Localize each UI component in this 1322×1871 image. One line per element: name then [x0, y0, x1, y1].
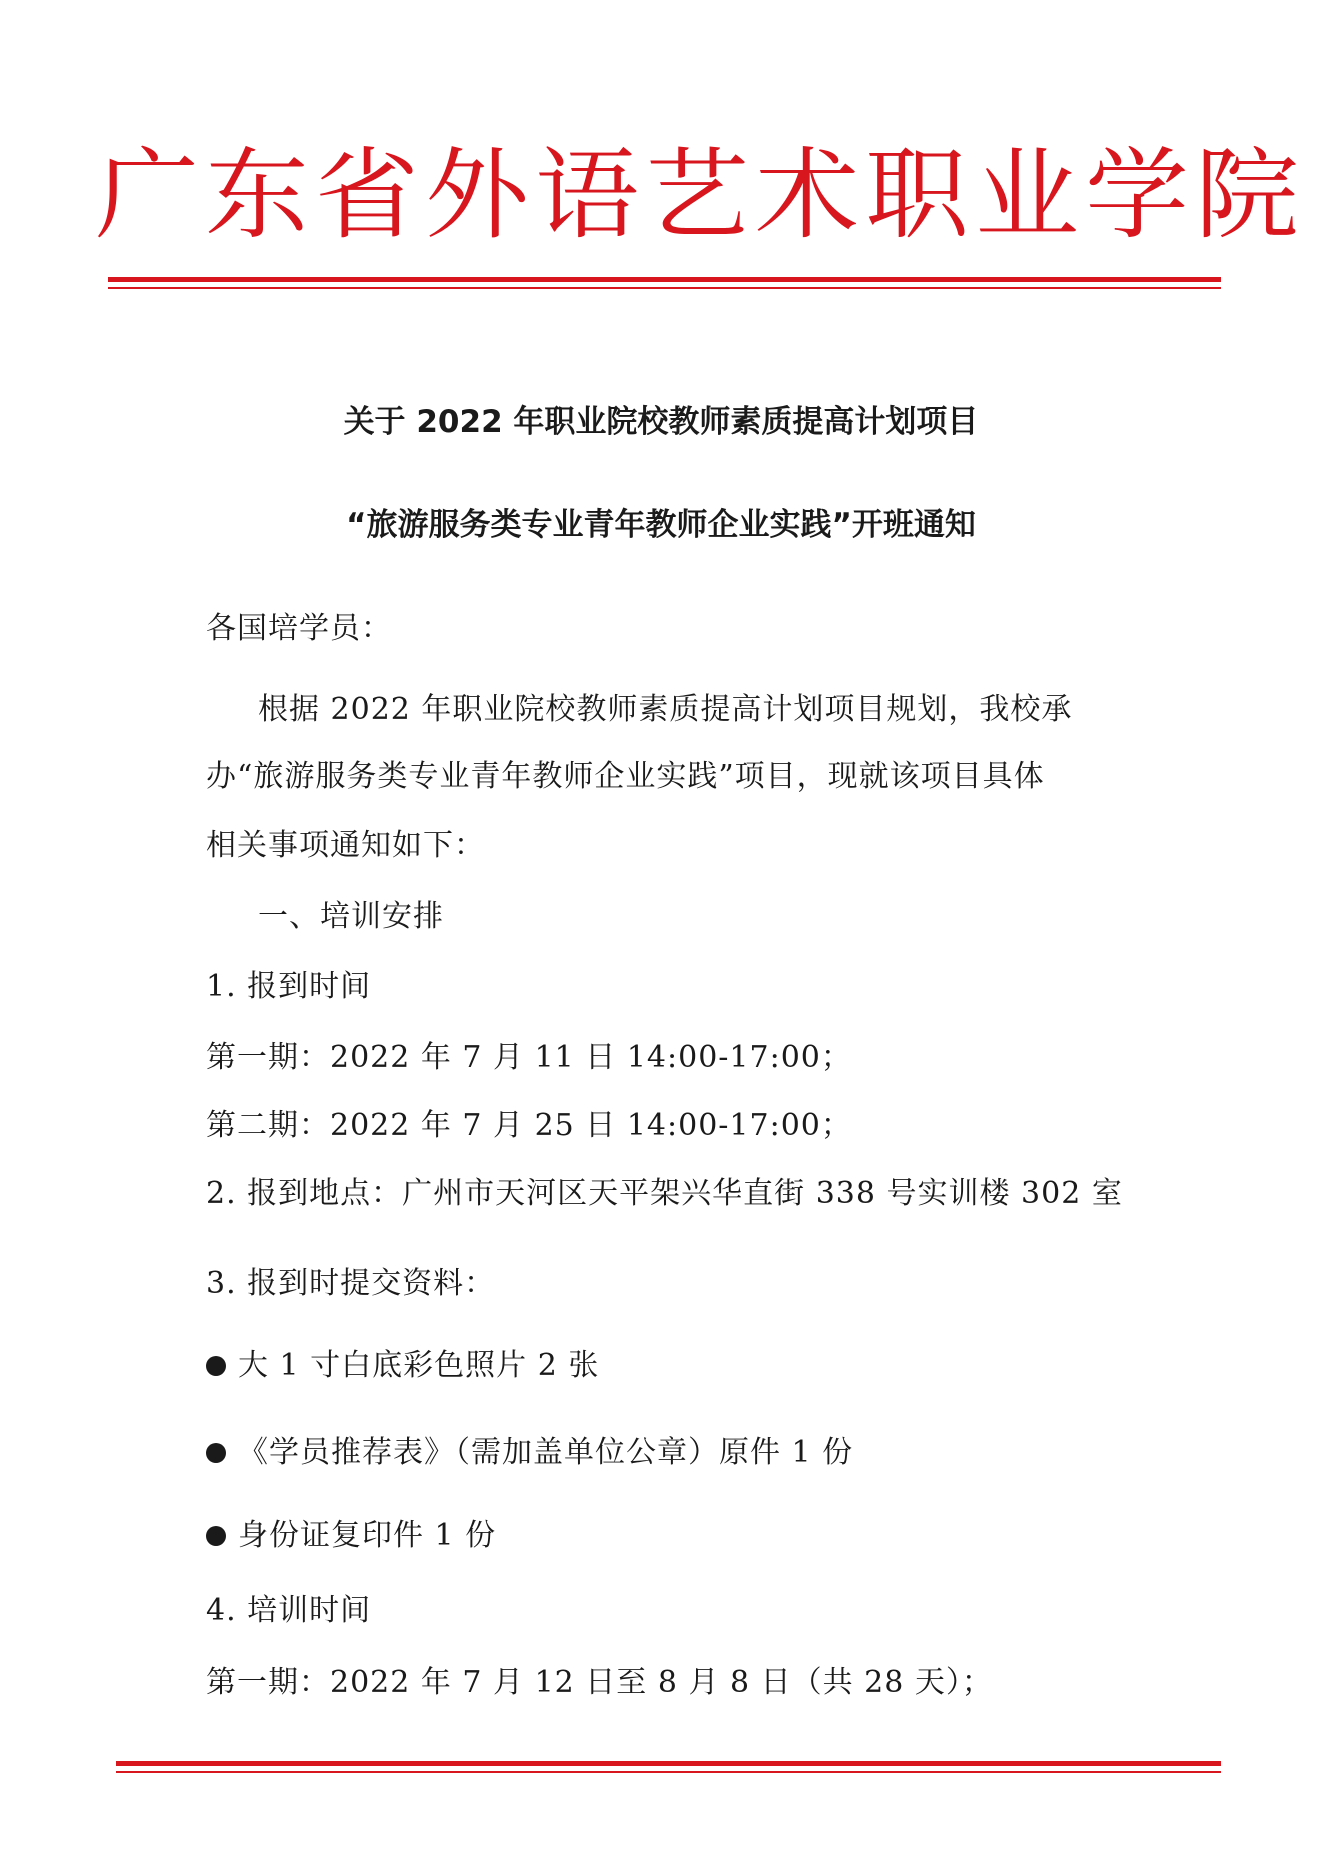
bullet-icon	[206, 1443, 226, 1463]
item-heading-training-time: 4. 培训时间	[206, 1593, 372, 1628]
registration-time-period-1: 第一期：2022 年 7 月 11 日 14:00-17:00；	[206, 1040, 852, 1075]
intro-paragraph-line-2: 办“旅游服务类专业青年教师企业实践”项目，现就该项目具体	[206, 759, 1045, 794]
registration-time-period-2: 第二期：2022 年 7 月 25 日 14:00-17:00；	[206, 1108, 852, 1143]
item-heading-registration-time: 1. 报到时间	[206, 969, 372, 1004]
material-item: 《学员推荐表》（需加盖单位公章）原件 1 份	[238, 1435, 854, 1470]
letterhead-rule-thick	[108, 277, 1221, 282]
section-heading-training-arrangement: 一、培训安排	[258, 899, 444, 934]
footer-rule-thick	[116, 1761, 1221, 1766]
registration-location: 2. 报到地点：广州市天河区天平架兴华直街 338 号实训楼 302 室	[206, 1176, 1123, 1211]
material-item: 身份证复印件 1 份	[238, 1518, 497, 1553]
intro-paragraph-line-3: 相关事项通知如下：	[206, 828, 485, 863]
training-time-period-1: 第一期：2022 年 7 月 12 日至 8 月 8 日（共 28 天）；	[206, 1665, 993, 1700]
salutation: 各国培学员：	[206, 611, 392, 646]
letterhead-rule-thin	[108, 287, 1221, 289]
bullet-icon	[206, 1526, 226, 1546]
notice-title-line-2: “旅游服务类专业青年教师企业实践”开班通知	[346, 507, 976, 543]
notice-title-line-1: 关于 2022 年职业院校教师素质提高计划项目	[343, 404, 979, 440]
bullet-icon	[206, 1356, 226, 1376]
footer-rule-thin	[116, 1771, 1221, 1773]
item-heading-materials: 3. 报到时提交资料：	[206, 1266, 496, 1301]
letterhead-org-name: 广东省外语艺术职业学院	[95, 137, 1306, 253]
material-item: 大 1 寸白底彩色照片 2 张	[238, 1348, 600, 1383]
intro-paragraph-line-1: 根据 2022 年职业院校教师素质提高计划项目规划，我校承	[258, 692, 1073, 727]
